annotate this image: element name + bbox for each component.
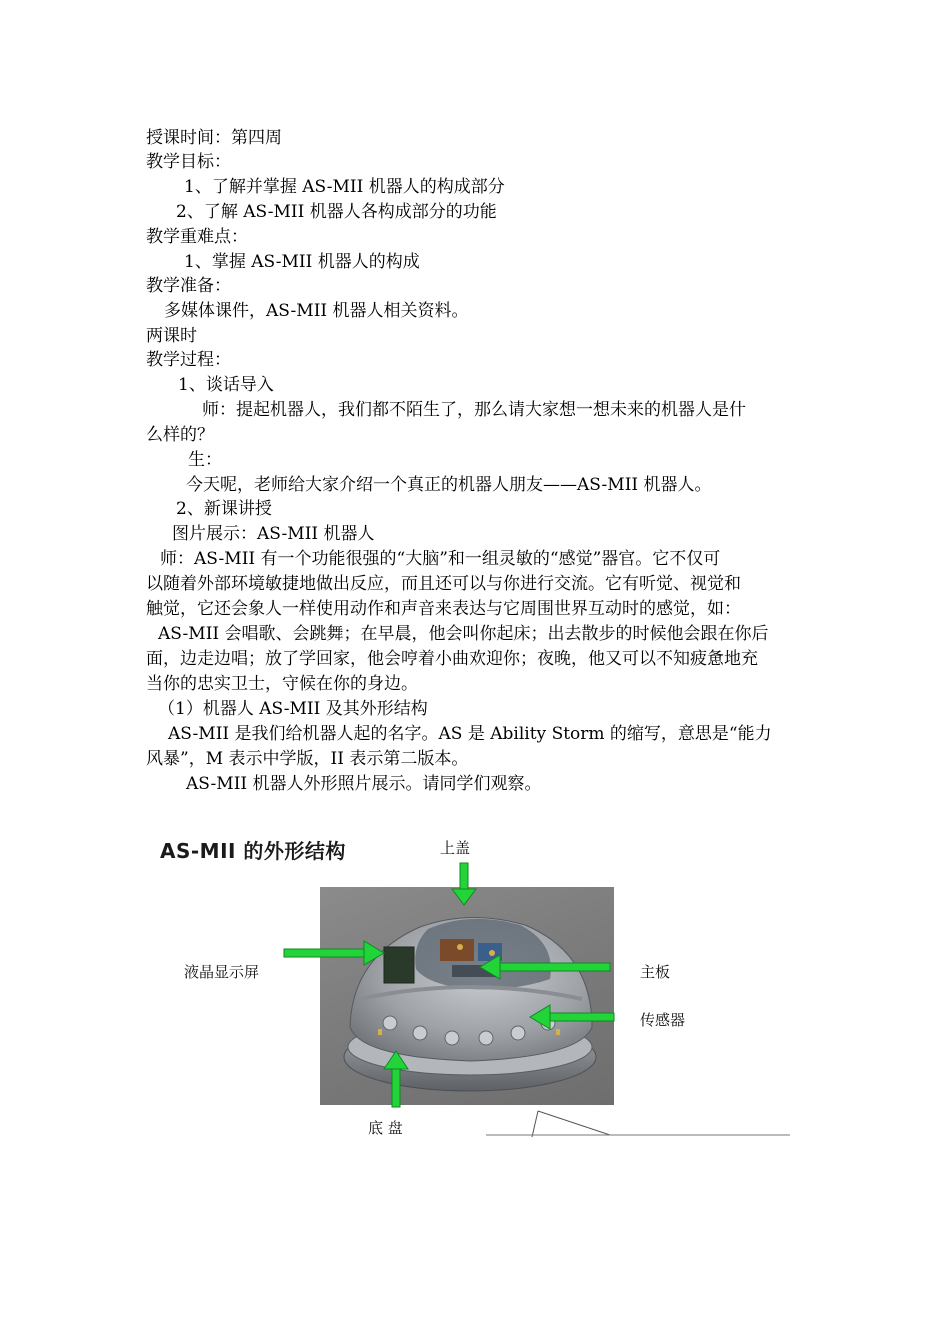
student-response: 生： (188, 450, 222, 470)
key-points-heading: 教学重难点： (146, 227, 248, 247)
preparation-text: 多媒体课件，AS-MII 机器人相关资料。 (164, 301, 469, 321)
paragraph-line-5: 面，边走边唱；放了学回家，他会哼着小曲欢迎你；夜晚，他又可以不知疲惫地充 (146, 649, 758, 669)
arrow-lcd (284, 941, 384, 965)
paragraph-line-3: 触觉，它还会象人一样使用动作和声音来表达与它周围世界互动时的感觉，如： (146, 599, 741, 619)
step-1-heading: 1、谈话导入 (178, 375, 274, 395)
figure-overlay (140, 815, 810, 1155)
teacher-question-line-1: 师：提起机器人，我们都不陌生了，那么请大家想一想未来的机器人是什 (202, 400, 746, 420)
connector-line-2 (538, 1111, 610, 1135)
paragraph-line-2: 以随着外部环境敏捷地做出反应，而且还可以与你进行交流。它有听觉、视觉和 (146, 574, 741, 594)
process-heading: 教学过程： (146, 350, 231, 370)
photo-instruction: AS-MII 机器人外形照片展示。请同学们观察。 (186, 774, 542, 794)
label-chassis: 底 盘 (368, 1119, 403, 1137)
step-2-heading: 2、新课讲授 (176, 499, 272, 519)
label-mainboard: 主板 (640, 963, 671, 981)
name-explain-line-2: 风暴”，M 表示中学版，II 表示第二版本。 (146, 749, 469, 769)
paragraph-line-6: 当你的忠实卫士，守候在你的身边。 (146, 674, 418, 694)
class-hours: 两课时 (146, 326, 197, 346)
robot-structure-figure (140, 815, 810, 1155)
figure-title: AS-MII 的外形结构 (160, 839, 346, 863)
teacher-question-line-2: 么样的？ (146, 425, 214, 445)
arrow-top-cover (452, 863, 476, 905)
objective-1: 1、了解并掌握 AS-MII 机器人的构成部分 (184, 177, 505, 197)
objective-2: 2、了解 AS-MII 机器人各构成部分的功能 (176, 202, 497, 222)
arrow-chassis (384, 1051, 408, 1107)
introduction-text: 今天呢，老师给大家介绍一个真正的机器人朋友——AS-MII 机器人。 (186, 475, 712, 495)
name-explain-line-1: AS-MII 是我们给机器人起的名字。AS 是 Ability Storm 的缩写，意思是“能力 (168, 724, 772, 744)
arrow-mainboard (480, 955, 610, 979)
picture-display: 图片展示：AS-MII 机器人 (172, 524, 375, 544)
section-1-heading: （1）机器人 AS-MII 及其外形结构 (158, 699, 428, 719)
paragraph-line-1: 师：AS-MII 有一个功能很强的“大脑”和一组灵敏的“感觉”器官。它不仅可 (160, 549, 721, 569)
preparation-heading: 教学准备： (146, 276, 231, 296)
label-lcd: 液晶显示屏 (184, 963, 260, 981)
label-sensor: 传感器 (640, 1011, 686, 1029)
connector-line-1 (532, 1111, 538, 1137)
key-point-1: 1、掌握 AS-MII 机器人的构成 (184, 252, 420, 272)
paragraph-line-4: AS-MII 会唱歌、会跳舞；在早晨，他会叫你起床；出去散步的时候他会跟在你后 (158, 624, 769, 644)
objectives-heading: 教学目标： (146, 152, 231, 172)
label-top-cover: 上盖 (440, 839, 471, 857)
lesson-time: 授课时间：第四周 (146, 128, 282, 148)
arrow-sensor (530, 1005, 614, 1029)
